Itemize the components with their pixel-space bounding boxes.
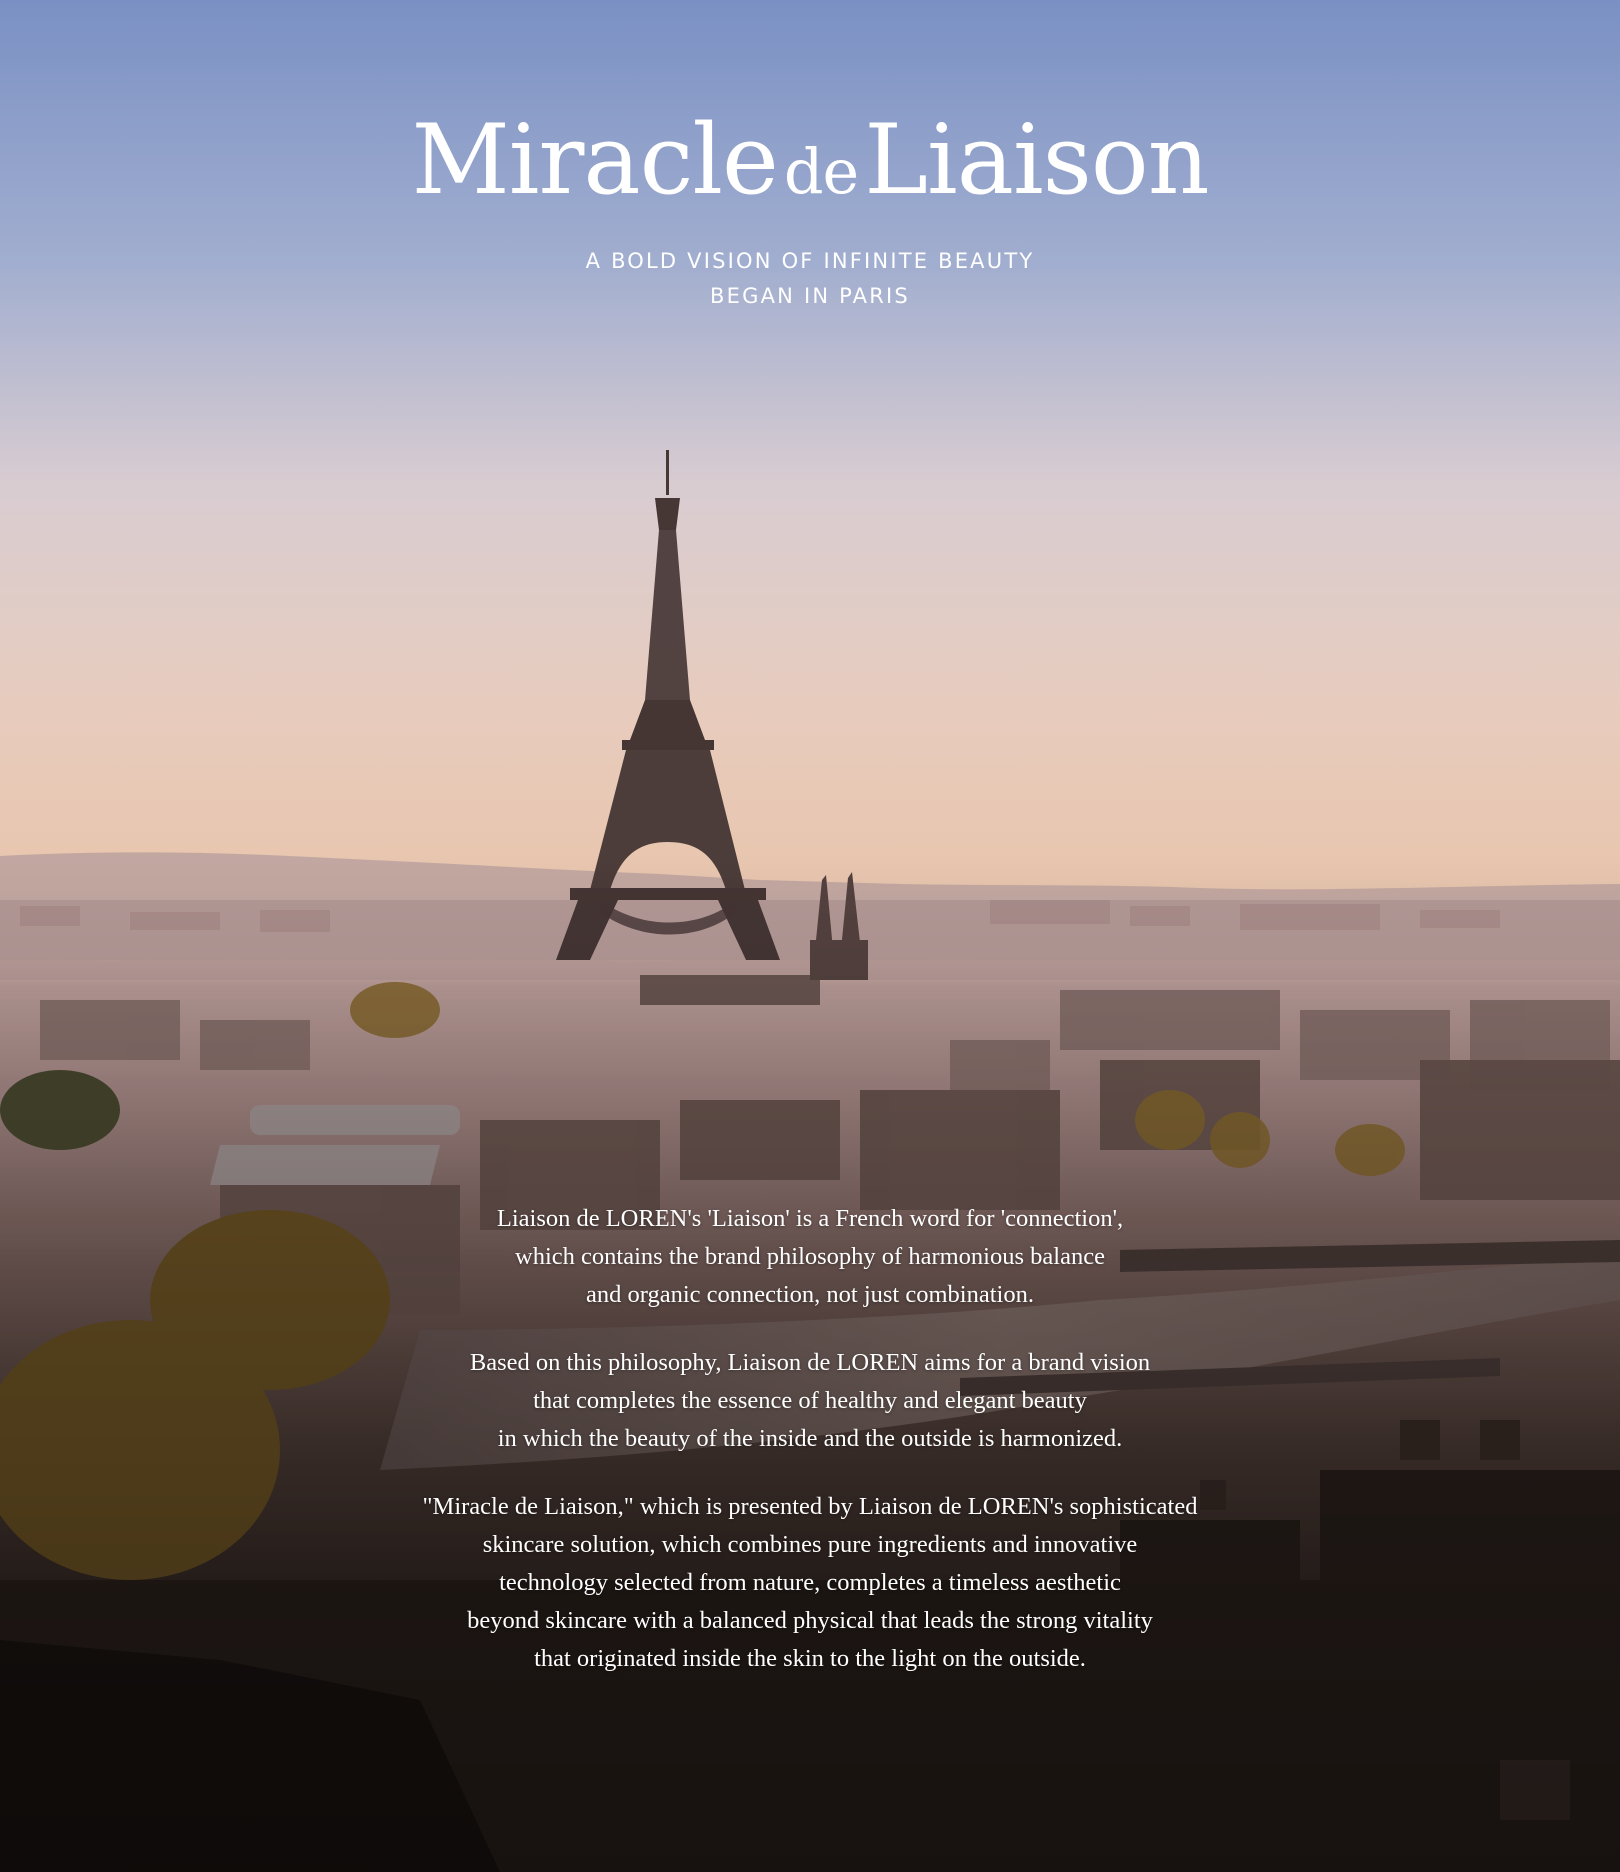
text-line: skincare solution, which combines pure ingredients and innovative: [482, 1531, 1138, 1558]
text-line: technology selected from nature, completes a timeless aesthetic: [499, 1569, 1121, 1596]
story-paragraph-1: [0, 1200, 1620, 1314]
text-line: in which the beauty of the inside and the outside is harmonized.: [497, 1425, 1123, 1452]
text-line: Based on this philosophy, Liaison de LOREN aims for a brand vision: [469, 1349, 1151, 1376]
text-line: which contains the brand philosophy of harmonious balance: [515, 1243, 1105, 1270]
text-line: that completes the essence of healthy and elegant beauty: [533, 1387, 1087, 1414]
title-miracle: Miracle: [411, 104, 778, 216]
text-line: "Miracle de Liaison," which is presented by Liaison de LOREN's sophisticated: [422, 1493, 1198, 1520]
subtitle-line: A BOLD VISION OF INFINITE BEAUTY: [585, 249, 1035, 273]
text-line: and organic connection, not just combination.: [586, 1281, 1034, 1308]
brand-story: [0, 1200, 1620, 1708]
story-paragraph-3: [0, 1488, 1620, 1678]
text-line: that originated inside the skin to the light on the outside.: [534, 1645, 1086, 1672]
text-line: Liaison de LOREN's 'Liaison' is a French word for 'connection',: [496, 1205, 1124, 1232]
subtitle-line: BEGAN IN PARIS: [710, 284, 910, 308]
page-title: [0, 104, 1620, 216]
text-line: beyond skincare with a balanced physical that leads the strong vitality: [467, 1607, 1153, 1634]
title-liaison: Liaison: [864, 104, 1209, 216]
story-paragraph-2: [0, 1344, 1620, 1458]
title-de: de: [783, 135, 859, 208]
subtitle: [0, 244, 1620, 314]
